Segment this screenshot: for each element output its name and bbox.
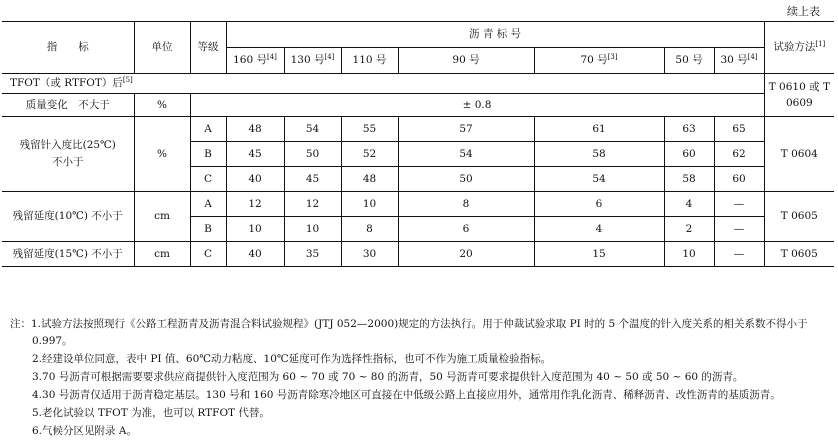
table-cell: 10	[341, 192, 398, 217]
tfot-row-label: TFOT（或 RTFOT）后[5]	[2, 74, 764, 94]
table-cell: 10	[226, 217, 284, 242]
table-cell: 10	[664, 242, 714, 267]
grade-header: 160 号[4]	[226, 48, 284, 74]
grade-header: 90 号	[398, 48, 534, 74]
table-cell: 6	[534, 192, 664, 217]
table-cell: 12	[226, 192, 284, 217]
table-cell: 50	[284, 142, 341, 167]
grade-header: 70 号[3]	[534, 48, 664, 74]
ductility15-label: 残留延度(15℃) 不小于	[2, 242, 134, 267]
note-2: 2.经建设单位同意，表中 PI 值、60℃动力粘度、10℃延度可作为选择性指标，也可不作为施工质量检验指标。	[32, 353, 552, 365]
table-cell: 54	[534, 167, 664, 192]
note-1: 注：1.试验方法按照现行《公路工程沥青及沥青混合料试验规程》(JTJ 052—2000)规定的方法执行。用于仲裁试验求取 PI 时的 5 个温度的针入度关系的相关系数不得小于 0.997。	[10, 318, 808, 347]
table-cell: 40	[226, 242, 284, 267]
table-cell: 30	[341, 242, 398, 267]
table-cell: 10	[284, 217, 341, 242]
table-cell: 61	[534, 117, 664, 142]
table-cell: 48	[341, 167, 398, 192]
table-cell: 52	[341, 142, 398, 167]
grade-cell: A	[190, 192, 226, 217]
table-cell: 20	[398, 242, 534, 267]
ductility10-label: 残留延度(10℃) 不小于	[2, 192, 134, 242]
penetration-method: T 0604	[764, 117, 834, 192]
table-cell: 60	[664, 142, 714, 167]
grade-cell: B	[190, 142, 226, 167]
notes	[10, 316, 830, 440]
grade-cell: C	[190, 167, 226, 192]
table-cell: 8	[398, 192, 534, 217]
continued-label: 续上表	[787, 5, 820, 18]
table-cell: 55	[341, 117, 398, 142]
table-cell: 62	[714, 142, 764, 167]
table-cell: 2	[664, 217, 714, 242]
tfot-method: T 0610 或 T 0609	[764, 74, 834, 117]
note-5: 5.老化试验以 TFOT 为准，也可以 RTFOT 代替。	[32, 407, 270, 419]
mass-change-value: ± 0.8	[190, 94, 764, 117]
header-indicator: 指 标	[2, 22, 134, 74]
table-cell: 58	[664, 167, 714, 192]
table-cell: 63	[664, 117, 714, 142]
table-cell: 8	[341, 217, 398, 242]
table-cell: 4	[534, 217, 664, 242]
table-cell: 54	[398, 142, 534, 167]
mass-change-label: 质量变化 不大于	[2, 94, 134, 117]
table-cell: 4	[664, 192, 714, 217]
grade-header: 50 号	[664, 48, 714, 74]
grade-header: 130 号[4]	[284, 48, 341, 74]
ductility15-unit: cm	[134, 242, 190, 267]
grade-header: 30 号[4]	[714, 48, 764, 74]
note-6: 6.气候分区见附录 A。	[32, 425, 137, 437]
table-cell: 60	[714, 167, 764, 192]
header-unit: 单位	[134, 22, 190, 74]
penetration-unit: %	[134, 117, 190, 192]
note-4: 4.30 号沥青仅适用于沥青稳定基层。130 号和 160 号沥青除寒冷地区可直接在中低级公路上直接应用外，通常用作乳化沥青、稀释沥青、改性沥青的基质沥青。	[32, 389, 781, 401]
header-asphalt-grade: 沥 青 标 号	[226, 22, 764, 48]
header-grade: 等级	[190, 22, 226, 74]
table-cell: 45	[284, 167, 341, 192]
table-cell: —	[714, 217, 764, 242]
mass-change-unit: %	[134, 94, 190, 117]
grade-header: 110 号	[341, 48, 398, 74]
spec-table	[2, 21, 834, 267]
table-cell: 6	[398, 217, 534, 242]
table-cell: 50	[398, 167, 534, 192]
penetration-label: 残留针入度比(25℃) 不小于	[2, 117, 134, 192]
table-cell: —	[714, 192, 764, 217]
table-cell: 12	[284, 192, 341, 217]
table-cell: 48	[226, 117, 284, 142]
grade-cell: A	[190, 117, 226, 142]
table-cell: 45	[226, 142, 284, 167]
table-cell: 65	[714, 117, 764, 142]
ductility10-method: T 0605	[764, 192, 834, 242]
table-cell: 57	[398, 117, 534, 142]
table-cell: —	[714, 242, 764, 267]
table-cell: 35	[284, 242, 341, 267]
table-cell: 54	[284, 117, 341, 142]
grade-cell: B	[190, 217, 226, 242]
note-3: 3.70 号沥青可根据需要要求供应商提供针入度范围为 60 ~ 70 或 70 ~ 80 的沥青，50 号沥青可要求提供针入度范围为 40 ~ 50 或 50 ~ 60 的沥青。	[32, 371, 744, 383]
ductility15-method: T 0605	[764, 242, 834, 267]
table-cell: 58	[534, 142, 664, 167]
grade-cell: C	[190, 242, 226, 267]
table-cell: 15	[534, 242, 664, 267]
ductility10-unit: cm	[134, 192, 190, 242]
table-cell: 40	[226, 167, 284, 192]
header-method: 试验方法[1]	[764, 22, 834, 74]
